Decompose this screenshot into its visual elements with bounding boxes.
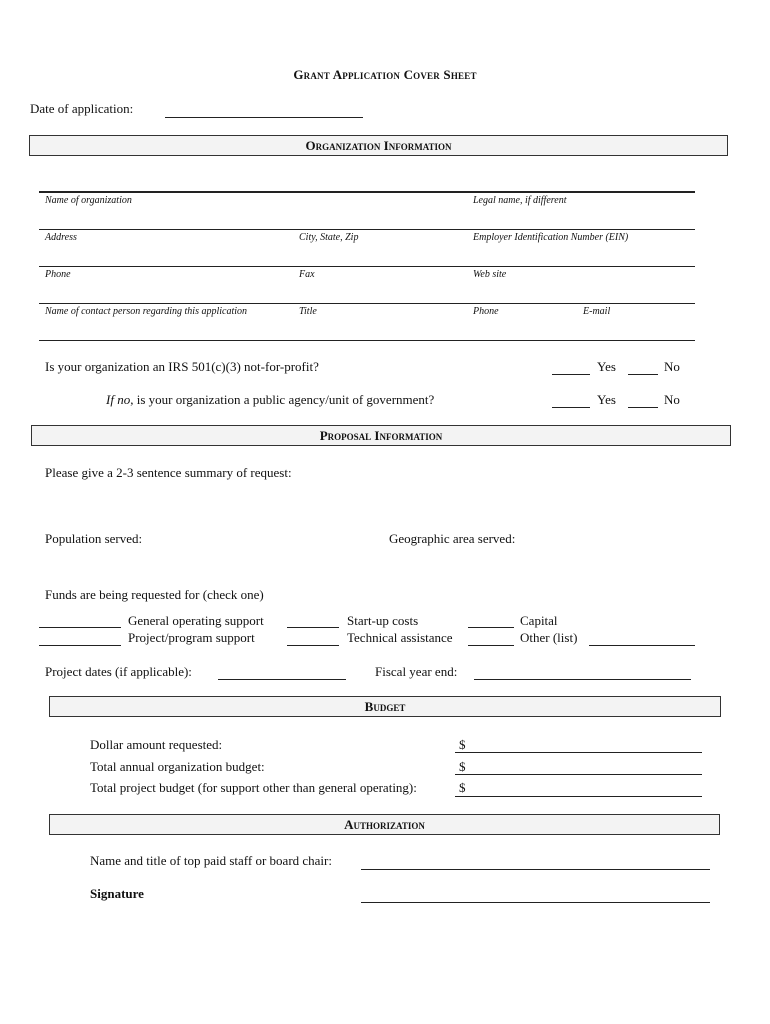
dates-label: Project dates (if applicable): [45,664,192,679]
other-option: Other (list) [520,630,578,645]
q2-no: No [664,392,680,407]
org-budget-field[interactable] [455,760,702,775]
general-option: General operating support [128,613,264,628]
amount-field[interactable] [455,738,702,753]
startup-option: Start-up costs [347,613,419,628]
org-name-label: Name of organization [45,195,132,206]
currency-sign: $ [459,780,466,795]
web-label: Web site [473,269,507,280]
org-name-field[interactable] [39,177,695,192]
date-field[interactable] [165,103,363,118]
page-title: Grant Application Cover Sheet [293,67,477,82]
q2-label [106,392,434,408]
auth-name-field[interactable] [361,855,710,870]
q2-prefix: If no [106,392,131,407]
capital-option: Capital [520,613,558,628]
divider [39,192,695,193]
other-list-field[interactable] [589,633,695,646]
auth-name-label: Name and title of top paid staff or board chair: [90,853,332,868]
phone-label: Phone [45,269,71,280]
q2-yes-blank[interactable] [552,395,590,408]
q1-yes-blank[interactable] [552,362,590,375]
contact-field[interactable] [39,289,695,304]
address-field[interactable] [39,215,695,230]
funds-label: Funds are being requested for (check one) [45,587,264,602]
signature-label: Signature [90,886,144,901]
ein-label: Employer Identification Number (EIN) [473,232,629,243]
dates-field[interactable] [218,665,346,680]
capital-check[interactable] [468,615,514,628]
geo-label: Geographic area served: [389,531,516,546]
other-check[interactable] [468,633,514,646]
phone-field[interactable] [39,252,695,267]
legal-name-label: Legal name, if different [473,195,567,206]
auth-section-title: Authorization [49,814,720,835]
technical-check[interactable] [287,633,339,646]
fiscal-field[interactable] [474,665,691,680]
org-section-title: Organization Information [29,135,728,156]
project-check[interactable] [39,633,121,646]
bottom-line-field[interactable] [39,326,695,341]
general-check[interactable] [39,615,121,628]
fax-label: Fax [299,269,315,280]
signature-field[interactable] [361,888,710,903]
fiscal-label: Fiscal year end: [375,664,458,679]
population-label: Population served: [45,531,143,546]
date-label: Date of application: [30,101,134,116]
startup-check[interactable] [287,615,339,628]
budget-section-title: Budget [49,696,721,717]
summary-label: Please give a 2-3 sentence summary of request: [45,465,292,480]
proposal-section-title: Proposal Information [31,425,731,446]
q2-no-blank[interactable] [628,395,658,408]
q2-rest: , is your organization a public agency/unit of government? [130,392,435,407]
q1-yes: Yes [597,359,616,374]
budget-row-label: Total project budget (for support other than general operating): [90,780,417,795]
budget-row-label: Total annual organization budget: [90,759,265,774]
technical-option: Technical assistance [347,630,453,645]
q1-no-blank[interactable] [628,362,658,375]
city-label: City, State, Zip [299,232,359,243]
title-label: Title [299,306,317,317]
q2-yes: Yes [597,392,616,407]
q1-no: No [664,359,680,374]
project-budget-field[interactable] [455,782,702,797]
q1-label: Is your organization an IRS 501(c)(3) not-for-profit? [45,359,319,374]
email-label: E-mail [583,306,611,317]
currency-sign: $ [459,759,466,774]
project-option: Project/program support [128,630,255,645]
phone2-label: Phone [473,306,499,317]
currency-sign: $ [459,737,466,752]
budget-row-label: Dollar amount requested: [90,737,223,752]
contact-label: Name of contact person regarding this application [45,306,248,317]
address-label: Address [45,232,77,243]
